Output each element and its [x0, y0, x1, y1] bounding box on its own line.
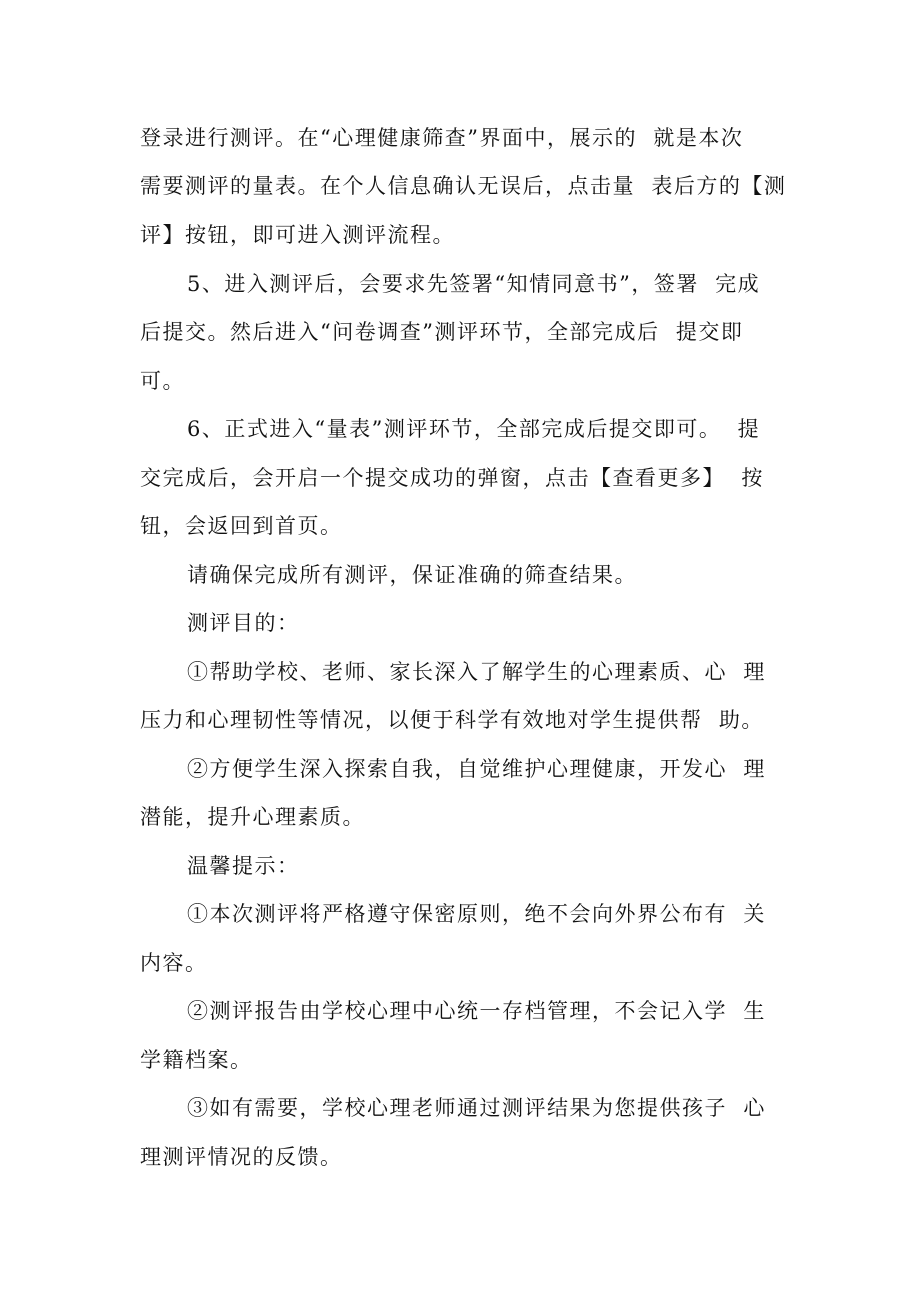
text-line: ②方便学生深入探索自我，自觉维护心理健康，开发心 理 [187, 757, 766, 781]
text-line: 评】按钮，即可进入测评流程。 [140, 223, 455, 247]
text-line: 可。 [140, 369, 185, 393]
text-line: 压力和心理韧性等情况，以便于科学有效地对学生提供帮 助。 [140, 708, 764, 732]
text-line: 登录进行测评。在“心理健康筛查”界面中，展示的 就是本次 [140, 126, 744, 150]
text-line: 6、正式进入“量表”测评环节，全部完成后提交即可。 提 [187, 417, 761, 441]
text-line: ③如有需要，学校心理老师通过测评结果为您提供孩子 心 [187, 1096, 766, 1120]
text-line: 5、进入测评后，会要求先签署“知情同意书”，签署 完成 [187, 272, 761, 296]
text-line: 后提交。然后进入“问卷调查”测评环节，全部完成后 提交即 [140, 320, 744, 344]
text-line: 内容。 [140, 951, 208, 975]
text-line: 钮，会返回到首页。 [140, 514, 343, 538]
text-line: 请确保完成所有测评，保证准确的筛查结果。 [187, 563, 637, 587]
text-line: 理测评情况的反馈。 [140, 1145, 343, 1169]
text-line: ①本次测评将严格遵守保密原则，绝不会向外界公布有 关 [187, 902, 766, 926]
text-line: 需要测评的量表。在个人信息确认无误后，点击量 表后方的【测 [140, 174, 787, 198]
text-line: 交完成后，会开启一个提交成功的弹窗，点击【查看更多】 按 [140, 466, 764, 490]
text-line: 学籍档案。 [140, 1048, 253, 1072]
text-line: ②测评报告由学校心理中心统一存档管理，不会记入学 生 [187, 999, 766, 1023]
section-heading: 温馨提示： [187, 854, 300, 878]
section-heading: 测评目的： [187, 611, 300, 635]
text-line: 潜能，提升心理素质。 [140, 805, 365, 829]
text-line: ①帮助学校、老师、家长深入了解学生的心理素质、心 理 [187, 660, 766, 684]
